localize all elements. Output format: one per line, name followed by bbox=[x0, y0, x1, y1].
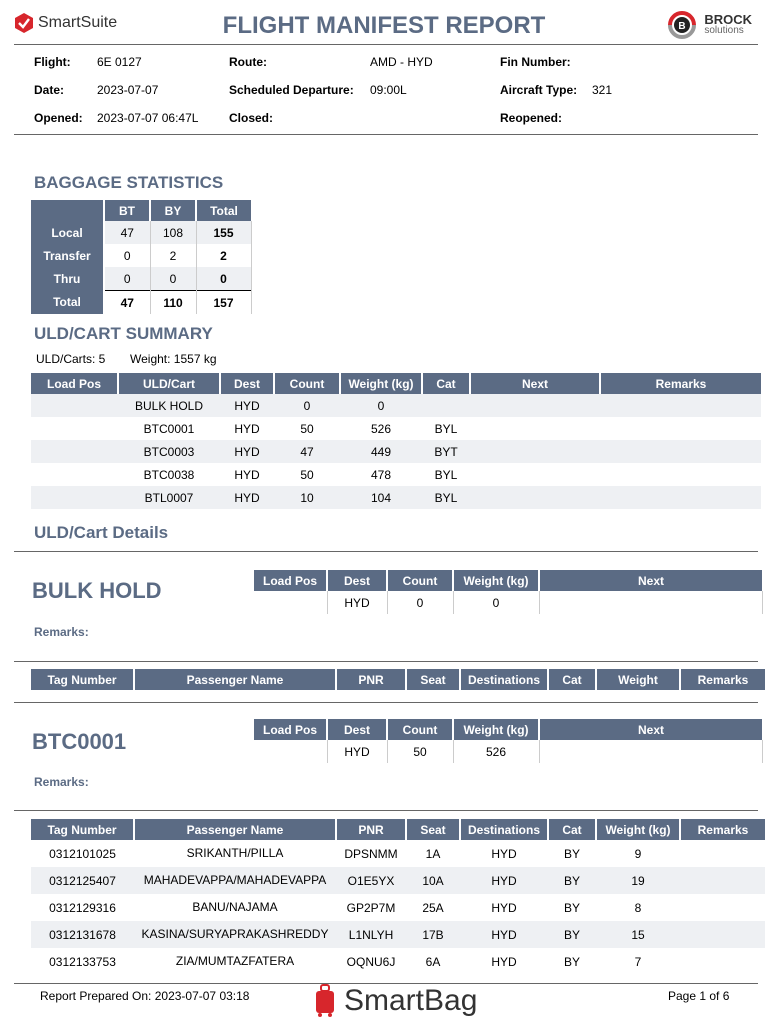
table-row bbox=[31, 867, 765, 894]
table-cell bbox=[31, 394, 118, 417]
reopened-label: Reopened: bbox=[500, 111, 563, 125]
bulk-divider bbox=[14, 661, 758, 662]
table-cell: BULK HOLD bbox=[118, 394, 220, 417]
info-divider bbox=[14, 134, 758, 135]
smartbag-logo bbox=[314, 984, 477, 1018]
table-cell: 0312131678 bbox=[31, 921, 134, 948]
bag-row-label: Total bbox=[31, 291, 104, 315]
uld-carts-count: ULD/Carts: 5 bbox=[36, 352, 106, 366]
bag-cell: 47 bbox=[104, 291, 150, 315]
table-cell: ZIA/MUMTAZFATERA bbox=[175, 954, 295, 968]
cart-header: Next bbox=[539, 719, 762, 740]
bag-cell: 2 bbox=[196, 244, 251, 267]
table-cell: 1A bbox=[425, 846, 441, 861]
opened-label: Opened: bbox=[34, 111, 83, 125]
btc0001-table bbox=[254, 719, 763, 763]
table-row bbox=[254, 591, 762, 614]
table-cell: 7 bbox=[634, 954, 642, 969]
bag-row-local bbox=[31, 221, 251, 244]
table-cell: 50 bbox=[300, 421, 314, 436]
aircraft-value: 321 bbox=[592, 83, 613, 97]
table-row bbox=[31, 840, 765, 867]
table-row bbox=[31, 894, 765, 921]
bag-row-label: Local bbox=[31, 221, 104, 244]
bulk-tags-table bbox=[31, 669, 765, 690]
brock-icon bbox=[664, 10, 700, 40]
table-cell: HYD bbox=[460, 867, 548, 894]
table-cell: O1E5YX bbox=[336, 867, 406, 894]
btc0001-divider bbox=[14, 810, 758, 811]
table-cell bbox=[254, 591, 327, 614]
closed-label: Closed: bbox=[229, 111, 274, 125]
uld-header: Cat bbox=[422, 373, 470, 394]
table-cell: 0 bbox=[387, 591, 453, 614]
uld-summary-title: ULD/CART SUMMARY bbox=[34, 324, 213, 343]
tag-header: Seat bbox=[406, 819, 460, 840]
tag-header: Passenger Name bbox=[134, 669, 336, 690]
table-cell: BTC0003 bbox=[118, 440, 220, 463]
tag-header: Cat bbox=[548, 819, 596, 840]
bulk-hold-table bbox=[254, 570, 763, 614]
bag-row-thru bbox=[31, 267, 251, 291]
tag-header: Weight bbox=[596, 669, 680, 690]
aircraft-label: Aircraft Type: bbox=[500, 83, 578, 97]
brock-logo bbox=[664, 10, 752, 40]
flight-value: 6E 0127 bbox=[97, 55, 142, 69]
smartbag-brand: SmartBag bbox=[344, 984, 478, 1017]
table-cell bbox=[680, 948, 765, 975]
flight-label: Flight: bbox=[34, 55, 71, 69]
bag-row-total bbox=[31, 291, 251, 315]
table-cell: BY bbox=[548, 921, 596, 948]
table-cell: 10A bbox=[406, 867, 460, 894]
cart-header: Weight (kg) bbox=[453, 570, 539, 591]
tag-header: Seat bbox=[406, 669, 460, 690]
cart-header: Dest bbox=[327, 570, 387, 591]
bag-header-by: BY bbox=[150, 200, 196, 221]
bag-row-label: Thru bbox=[31, 267, 104, 291]
cart-header: Count bbox=[387, 719, 453, 740]
table-cell: HYD bbox=[327, 740, 387, 763]
report-prepared: Report Prepared On: 2023-07-07 03:18 bbox=[40, 989, 250, 1003]
table-row bbox=[31, 921, 765, 948]
bag-cell: 2 bbox=[150, 244, 196, 267]
table-cell: 0312125407 bbox=[31, 867, 134, 894]
table-row bbox=[31, 463, 761, 486]
btc0001-tags-table bbox=[31, 819, 765, 975]
header-divider bbox=[14, 44, 758, 45]
table-cell: 19 bbox=[596, 867, 680, 894]
table-cell: 47 bbox=[274, 440, 340, 463]
table-cell: OQNU6J bbox=[346, 954, 396, 969]
table-cell: GP2P7M bbox=[346, 900, 396, 915]
date-value: 2023-07-07 bbox=[97, 83, 159, 97]
table-cell: 50 bbox=[300, 467, 314, 482]
table-cell: 6A bbox=[425, 954, 441, 969]
bag-row-transfer bbox=[31, 244, 251, 267]
table-cell: BTC0001 bbox=[143, 421, 195, 436]
table-cell: 0 bbox=[453, 591, 539, 614]
table-cell: BYT bbox=[422, 440, 470, 463]
bag-cell: 0 bbox=[104, 244, 150, 267]
route-value: AMD - HYD bbox=[370, 55, 433, 69]
cart-header: Load Pos bbox=[254, 719, 327, 740]
date-label: Date: bbox=[34, 83, 65, 97]
uld-summary-table bbox=[31, 373, 761, 509]
table-cell: KASINA/SURYAPRAKASHREDDY bbox=[134, 921, 336, 948]
route-label: Route: bbox=[229, 55, 267, 69]
table-cell: 25A bbox=[422, 900, 444, 915]
bag-cell: 108 bbox=[150, 221, 196, 244]
bulk-hold-title: BULK HOLD bbox=[32, 578, 162, 603]
table-cell: DPSNMM bbox=[344, 846, 398, 861]
uld-header: Weight (kg) bbox=[340, 373, 422, 394]
cart-header: Dest bbox=[327, 719, 387, 740]
cart-header: Count bbox=[387, 570, 453, 591]
bag-cell: 157 bbox=[196, 291, 251, 315]
table-cell: HYD bbox=[491, 900, 517, 915]
table-cell: 8 bbox=[634, 900, 642, 915]
sched-value: 09:00L bbox=[370, 83, 407, 97]
page-indicator: Page 1 of 6 bbox=[668, 989, 730, 1003]
uld-header: Next bbox=[470, 373, 600, 394]
table-cell: 0312133753 bbox=[49, 954, 116, 969]
uld-total-weight: Weight: 1557 kg bbox=[130, 352, 217, 366]
tag-header: Passenger Name bbox=[134, 819, 336, 840]
bag-cell: 110 bbox=[150, 291, 196, 315]
table-row bbox=[31, 417, 761, 440]
table-cell: 0312129316 bbox=[49, 900, 116, 915]
bag-cell: 0 bbox=[196, 267, 251, 291]
table-cell: 478 bbox=[370, 467, 392, 482]
table-cell: 449 bbox=[340, 440, 422, 463]
table-cell bbox=[600, 417, 761, 440]
table-cell bbox=[470, 463, 600, 486]
table-cell: BYL bbox=[422, 486, 470, 509]
table-cell: HYD bbox=[220, 486, 274, 509]
bulk-tags-divider bbox=[14, 702, 758, 703]
table-cell: 526 bbox=[370, 421, 392, 436]
table-cell bbox=[539, 740, 762, 763]
brock-name: BROCK bbox=[704, 12, 752, 27]
cart-header: Next bbox=[539, 570, 762, 591]
table-cell: BYL bbox=[434, 467, 458, 482]
table-row bbox=[31, 440, 761, 463]
table-cell bbox=[470, 486, 600, 509]
btc0001-remarks: Remarks: bbox=[34, 775, 89, 789]
table-cell: BY bbox=[563, 846, 580, 861]
table-cell: 0 bbox=[340, 394, 422, 417]
table-cell: 0 bbox=[274, 394, 340, 417]
uld-details-title: ULD/Cart Details bbox=[34, 523, 169, 542]
table-cell bbox=[680, 840, 765, 867]
table-cell: HYD bbox=[327, 591, 387, 614]
tag-header: Tag Number bbox=[31, 669, 134, 690]
brock-sub: solutions bbox=[704, 25, 744, 36]
table-cell: SRIKANTH/PILLA bbox=[186, 846, 284, 860]
uld-header: ULD/Cart bbox=[118, 373, 220, 394]
table-cell: 104 bbox=[340, 486, 422, 509]
table-cell: MAHADEVAPPA/MAHADEVAPPA bbox=[134, 867, 336, 894]
table-cell bbox=[680, 894, 765, 921]
table-cell bbox=[422, 394, 470, 417]
btc0001-title: BTC0001 bbox=[32, 729, 127, 754]
bag-header-bt: BT bbox=[104, 200, 150, 221]
table-cell bbox=[600, 440, 761, 463]
svg-text:B: B bbox=[678, 21, 686, 32]
table-cell: HYD bbox=[220, 440, 274, 463]
table-cell: 10 bbox=[274, 486, 340, 509]
tag-header: Destinations bbox=[460, 819, 548, 840]
table-cell: HYD bbox=[491, 846, 517, 861]
details-divider bbox=[14, 551, 758, 552]
table-cell bbox=[31, 486, 118, 509]
opened-value: 2023-07-07 06:47L bbox=[97, 111, 199, 125]
table-cell: 0312101025 bbox=[49, 846, 116, 861]
bag-cell: 47 bbox=[104, 221, 150, 244]
tag-header: Tag Number bbox=[31, 819, 134, 840]
bag-header-total: Total bbox=[196, 200, 251, 221]
table-cell bbox=[31, 417, 118, 440]
bag-cell: 0 bbox=[104, 267, 150, 291]
uld-header: Load Pos bbox=[31, 373, 118, 394]
table-cell bbox=[31, 440, 118, 463]
table-cell: 526 bbox=[453, 740, 539, 763]
table-row bbox=[254, 740, 762, 763]
tag-header: PNR bbox=[336, 819, 406, 840]
cart-header: Weight (kg) bbox=[453, 719, 539, 740]
baggage-stats-table bbox=[31, 200, 252, 314]
table-cell bbox=[539, 591, 762, 614]
bag-header-blank bbox=[31, 200, 104, 221]
table-cell: BTC0038 bbox=[143, 467, 195, 482]
fin-label: Fin Number: bbox=[500, 55, 571, 69]
tag-header: Remarks bbox=[680, 819, 765, 840]
table-cell bbox=[600, 463, 761, 486]
table-cell: 15 bbox=[596, 921, 680, 948]
table-cell: HYD bbox=[234, 421, 260, 436]
table-cell: HYD bbox=[460, 921, 548, 948]
table-cell: HYD bbox=[491, 954, 517, 969]
tag-header: Weight (kg) bbox=[596, 819, 680, 840]
luggage-icon bbox=[314, 984, 336, 1018]
table-cell: 50 bbox=[387, 740, 453, 763]
tag-header: Remarks bbox=[680, 669, 765, 690]
table-cell: BY bbox=[548, 867, 596, 894]
tag-header: PNR bbox=[336, 669, 406, 690]
table-cell: BY bbox=[563, 900, 580, 915]
table-cell: BY bbox=[563, 954, 580, 969]
tag-header: Destinations bbox=[460, 669, 548, 690]
table-cell: BANU/NAJAMA bbox=[192, 900, 278, 914]
smartsuite-brand: SmartSuite bbox=[38, 14, 118, 31]
uld-header: Remarks bbox=[600, 373, 761, 394]
table-cell bbox=[680, 867, 765, 894]
report-title: FLIGHT MANIFEST REPORT bbox=[222, 12, 546, 39]
table-row bbox=[31, 486, 761, 509]
table-cell bbox=[470, 394, 600, 417]
cart-header: Load Pos bbox=[254, 570, 327, 591]
table-cell bbox=[600, 486, 761, 509]
baggage-stats-title: BAGGAGE STATISTICS bbox=[34, 173, 224, 192]
table-cell: HYD bbox=[220, 394, 274, 417]
table-cell: HYD bbox=[234, 467, 260, 482]
bag-cell: 0 bbox=[150, 267, 196, 291]
table-row bbox=[31, 394, 761, 417]
sched-label: Scheduled Departure: bbox=[229, 83, 354, 97]
table-cell bbox=[600, 394, 761, 417]
table-cell bbox=[254, 740, 327, 763]
table-cell bbox=[680, 921, 765, 948]
table-cell bbox=[470, 440, 600, 463]
bag-cell: 155 bbox=[196, 221, 251, 244]
table-cell: BTL0007 bbox=[118, 486, 220, 509]
bag-row-label: Transfer bbox=[31, 244, 104, 267]
uld-header: Count bbox=[274, 373, 340, 394]
table-cell: 17B bbox=[406, 921, 460, 948]
table-cell bbox=[31, 463, 118, 486]
uld-header: Dest bbox=[220, 373, 274, 394]
table-row bbox=[31, 948, 765, 975]
tag-header: Cat bbox=[548, 669, 596, 690]
table-cell: 9 bbox=[634, 846, 642, 861]
table-cell bbox=[470, 417, 600, 440]
table-cell: L1NLYH bbox=[336, 921, 406, 948]
bulk-hold-remarks: Remarks: bbox=[34, 625, 89, 639]
table-cell: BYL bbox=[434, 421, 458, 436]
